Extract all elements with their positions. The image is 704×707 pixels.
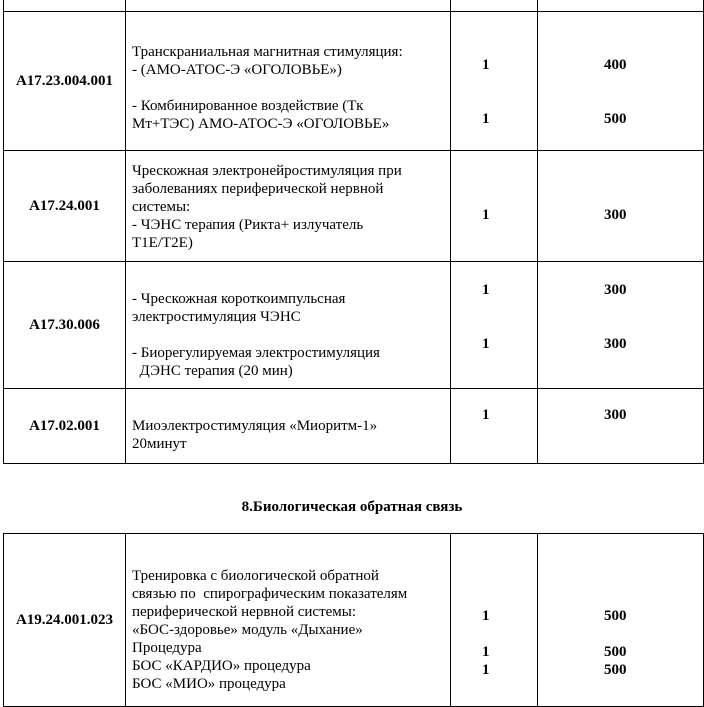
table-row <box>4 389 704 464</box>
price-cell <box>538 389 704 464</box>
desc-line: периферической нервной системы: <box>132 603 357 620</box>
desc-line: ДЭНС терапия (20 мин) <box>132 362 293 379</box>
price-value: 400 <box>604 57 627 73</box>
desc-line: Транскраниальная магнитная стимуляция: <box>132 44 403 60</box>
service-code: А17.24.001 <box>4 151 126 262</box>
table-row <box>4 534 704 707</box>
quantity-value: 1 <box>482 662 490 678</box>
price-cell <box>538 534 704 707</box>
desc-line: заболеваниях периферической нервной <box>132 180 384 197</box>
price-value: 300 <box>604 207 627 223</box>
service-description <box>126 534 451 707</box>
desc-line: Миоэлектростимуляция «Миоритм-1» <box>132 417 378 434</box>
price-value: 500 <box>604 608 627 624</box>
quantity-value: 1 <box>482 111 490 127</box>
desc-line: - Чрескожная короткоимпульсная <box>132 290 346 307</box>
desc-line: «БОС-здоровье» модуль «Дыхание» <box>132 621 363 638</box>
price-value: 500 <box>604 111 627 127</box>
price-cell <box>538 151 704 262</box>
section-title: 8.Биологическая обратная связь <box>241 499 463 515</box>
desc-line: Мт+ТЭС) АМО-АТОС-Э «ОГОЛОВЬЕ» <box>132 116 390 132</box>
price-value: 500 <box>604 662 627 678</box>
services-table <box>3 0 704 464</box>
desc-line: - Комбинированное воздействие (Тк <box>132 98 364 114</box>
price-value: 300 <box>604 282 627 298</box>
table-row <box>4 262 704 389</box>
desc-line: Т1Е/Т2Е) <box>132 234 193 251</box>
desc-line: БОС «МИО» процедура <box>132 675 286 692</box>
quantity-value: 1 <box>482 336 490 352</box>
table-row-top-partial <box>4 0 704 12</box>
quantity-value: 1 <box>482 57 490 73</box>
service-code: А17.02.001 <box>4 389 126 464</box>
quantity-value: 1 <box>482 282 490 298</box>
desc-line: Тренировка с биологической обратной <box>132 567 379 584</box>
desc-line: 20минут <box>132 435 187 452</box>
desc-line: - Биорегулируемая электростимуляция <box>132 344 380 361</box>
quantity-cell <box>451 262 538 389</box>
desc-line: - (АМО-АТОС-Э «ОГОЛОВЬЕ») <box>132 62 342 78</box>
price-value: 500 <box>604 644 627 660</box>
desc-line: связью по спирографическим показателям <box>132 585 408 602</box>
desc-line: Чрескожная электронейростимуляция при <box>132 162 402 179</box>
table-row <box>4 151 704 262</box>
price-cell <box>538 12 704 151</box>
service-description <box>126 151 451 262</box>
desc-line: - ЧЭНС терапия (Рикта+ излучатель <box>132 216 364 233</box>
quantity-cell <box>451 12 538 151</box>
service-description <box>126 389 451 464</box>
quantity-value: 1 <box>482 407 490 423</box>
price-value: 300 <box>604 407 627 423</box>
service-description <box>126 262 451 389</box>
table-row <box>4 12 704 151</box>
biofeedback-table <box>3 533 704 707</box>
price-value: 300 <box>604 336 627 352</box>
quantity-value: 1 <box>482 207 490 223</box>
quantity-cell <box>451 389 538 464</box>
quantity-value: 1 <box>482 644 490 660</box>
quantity-value: 1 <box>482 608 490 624</box>
quantity-cell <box>451 534 538 707</box>
quantity-cell <box>451 151 538 262</box>
desc-line: Процедура <box>132 639 202 656</box>
service-description <box>126 12 451 151</box>
service-code: А17.23.004.001 <box>4 12 126 151</box>
desc-line: БОС «КАРДИО» процедура <box>132 657 311 674</box>
price-cell <box>538 262 704 389</box>
desc-line: системы: <box>132 198 191 215</box>
service-code: А17.30.006 <box>4 262 126 389</box>
desc-line: электростимуляция ЧЭНС <box>132 308 301 325</box>
service-code: А19.24.001.023 <box>4 534 126 707</box>
